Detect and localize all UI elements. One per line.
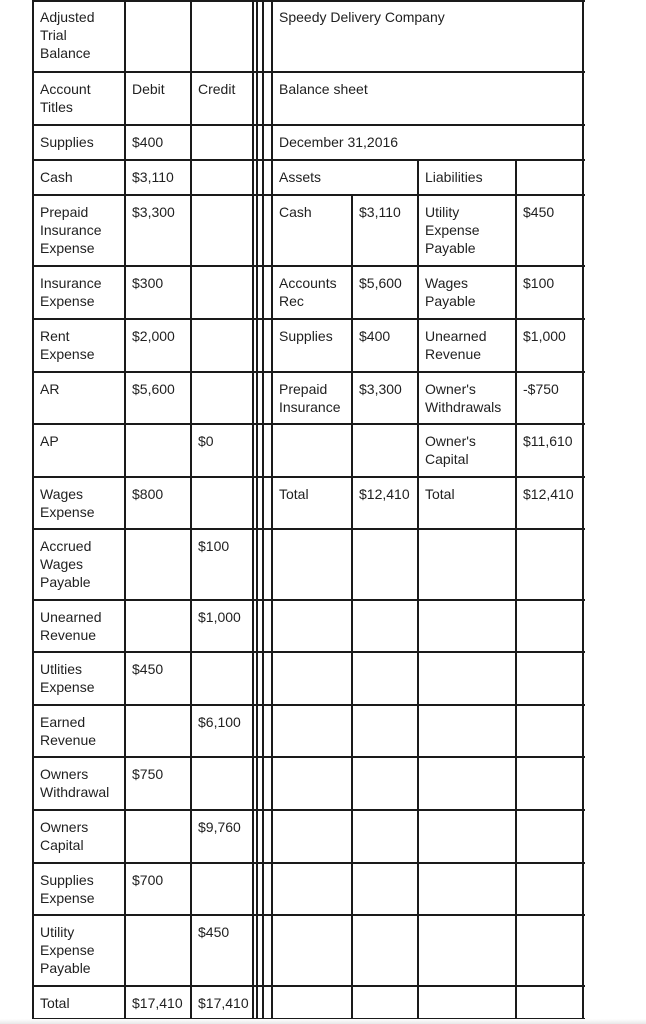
grid-line xyxy=(33,862,585,864)
grid-line xyxy=(33,265,585,267)
grid-line xyxy=(351,195,353,1022)
grid-line xyxy=(32,0,34,1022)
grid-line xyxy=(271,0,273,1022)
bs-liability-label: Utility Expense Payable xyxy=(425,204,480,256)
tb-debit-amount: $17,410 xyxy=(132,995,183,1011)
grid-line xyxy=(417,160,419,1022)
grid-line xyxy=(190,0,192,1022)
account-titles-header: Account Titles xyxy=(40,81,91,115)
tb-account-title: Accrued Wages Payable xyxy=(40,538,92,590)
liabilities-header: Liabilities xyxy=(425,169,483,185)
tb-credit-amount xyxy=(191,757,253,810)
tb-account-title: Rent Expense xyxy=(40,328,95,362)
credit-header: Credit xyxy=(198,81,236,97)
grid-line xyxy=(33,704,585,706)
trial-balance-title: Adjusted Trial Balance xyxy=(40,9,95,61)
tb-credit-amount xyxy=(191,477,253,529)
bs-liability-amount: $100 xyxy=(523,275,555,291)
tb-account-title: Utility Expense Payable xyxy=(40,924,95,976)
grid-line xyxy=(515,160,517,1022)
grid-line xyxy=(33,318,585,320)
grid-line xyxy=(33,809,585,811)
bs-asset-amount: $400 xyxy=(359,328,391,344)
bs-asset-label: Supplies xyxy=(279,328,333,344)
tb-debit-amount: $300 xyxy=(132,275,164,291)
grid-line xyxy=(33,71,585,73)
tb-account-title: Total xyxy=(40,995,70,1011)
bs-asset-amount: $12,410 xyxy=(359,486,410,502)
bs-asset-label: Total xyxy=(279,486,309,502)
tb-credit-amount xyxy=(191,125,253,160)
grid-line xyxy=(33,528,585,530)
bs-asset-label: Prepaid Insurance xyxy=(279,381,341,415)
grid-line xyxy=(33,194,585,196)
tb-debit-amount: $3,300 xyxy=(132,204,175,220)
tb-account-title: Supplies xyxy=(40,134,94,150)
tb-credit-amount: $0 xyxy=(198,433,214,449)
bs-liability-amount: $1,000 xyxy=(523,328,566,344)
tb-debit-amount: $800 xyxy=(132,486,164,502)
tb-debit-amount: $700 xyxy=(132,872,164,888)
grid-line xyxy=(33,0,585,2)
bs-liability-amount: $450 xyxy=(523,204,555,220)
bs-liability-label: Wages Payable xyxy=(425,275,476,309)
debit-header: Debit xyxy=(132,81,165,97)
tb-account-title: Prepaid Insurance Expense xyxy=(40,204,102,256)
tb-credit-amount xyxy=(191,863,253,915)
bs-liability-label: Owner's Capital xyxy=(425,433,476,467)
tb-debit-amount xyxy=(125,705,191,757)
grid-line xyxy=(33,371,585,373)
tb-account-title: Owners Capital xyxy=(40,819,89,853)
assets-header: Assets xyxy=(279,169,322,185)
tb-account-title: Owners Withdrawal xyxy=(40,766,110,800)
bs-asset-label: Cash xyxy=(279,204,312,220)
tb-credit-amount: $17,410 xyxy=(198,995,249,1011)
bottom-shadow xyxy=(0,1019,646,1024)
balance-sheet-date: December 31,2016 xyxy=(279,134,399,150)
bs-asset-label: Accounts Rec xyxy=(279,275,337,309)
tb-account-title: Insurance Expense xyxy=(40,275,102,309)
grid-line xyxy=(33,756,585,758)
tb-account-title: Unearned Revenue xyxy=(40,609,102,643)
grid-line xyxy=(124,0,126,1022)
tb-credit-amount xyxy=(191,266,253,319)
grid-line xyxy=(33,599,585,601)
tb-debit-amount: $400 xyxy=(132,134,164,150)
grid-line xyxy=(252,0,254,1022)
tb-debit-amount: $750 xyxy=(132,766,164,782)
tb-credit-amount xyxy=(191,319,253,372)
bs-asset-amount: $3,300 xyxy=(359,381,402,397)
bs-liability-label: Total xyxy=(425,486,455,502)
bs-liability-amount: -$750 xyxy=(523,381,559,397)
grid-line xyxy=(33,476,585,478)
grid-line xyxy=(33,651,585,653)
bs-liability-amount: $11,610 xyxy=(523,433,573,449)
tb-credit-amount: $1,000 xyxy=(198,609,241,625)
tb-debit-amount xyxy=(125,424,191,477)
tb-debit-amount xyxy=(125,529,191,600)
company-name: Speedy Delivery Company xyxy=(279,9,445,25)
bs-liability-amount: $12,410 xyxy=(523,486,574,502)
grid-line xyxy=(33,159,585,161)
tb-credit-amount xyxy=(191,372,253,424)
tb-account-title: Utlities Expense xyxy=(40,661,95,695)
balance-sheet-title: Balance sheet xyxy=(279,81,368,97)
tb-credit-amount: $9,760 xyxy=(198,819,241,835)
grid-line xyxy=(582,0,584,1022)
tb-debit-amount xyxy=(125,600,191,652)
tb-account-title: AP xyxy=(40,433,59,449)
grid-line xyxy=(33,124,585,126)
grid-line xyxy=(262,0,264,1022)
tb-credit-amount xyxy=(191,652,253,705)
tb-debit-amount xyxy=(125,810,191,863)
bs-asset-label xyxy=(272,424,352,477)
tb-account-title: Wages Expense xyxy=(40,486,95,520)
bs-asset-amount: $5,600 xyxy=(359,275,402,291)
bs-liability-label: Unearned Revenue xyxy=(425,328,487,362)
bs-liability-label: Owner's Withdrawals xyxy=(425,381,502,415)
grid-line xyxy=(33,423,585,425)
tb-debit-amount: $2,000 xyxy=(132,328,175,344)
tb-credit-amount: $450 xyxy=(198,924,230,940)
tb-debit-amount xyxy=(125,915,191,986)
tb-debit-amount: $3,110 xyxy=(132,169,174,185)
accounting-table xyxy=(33,0,644,1024)
tb-account-title: Cash xyxy=(40,169,73,185)
tb-account-title: Supplies Expense xyxy=(40,872,95,906)
tb-account-title: AR xyxy=(40,381,60,397)
tb-credit-amount: $100 xyxy=(198,538,230,554)
tb-debit-amount: $450 xyxy=(132,661,164,677)
tb-credit-amount: $6,100 xyxy=(198,714,241,730)
bs-asset-amount xyxy=(352,424,418,477)
tb-credit-amount xyxy=(191,160,253,195)
bs-asset-amount: $3,110 xyxy=(359,204,401,220)
grid-line xyxy=(33,985,585,987)
grid-line xyxy=(33,914,585,916)
tb-account-title: Earned Revenue xyxy=(40,714,97,748)
tb-debit-amount: $5,600 xyxy=(132,381,175,397)
grid-line xyxy=(256,0,258,1022)
tb-credit-amount xyxy=(191,195,253,266)
